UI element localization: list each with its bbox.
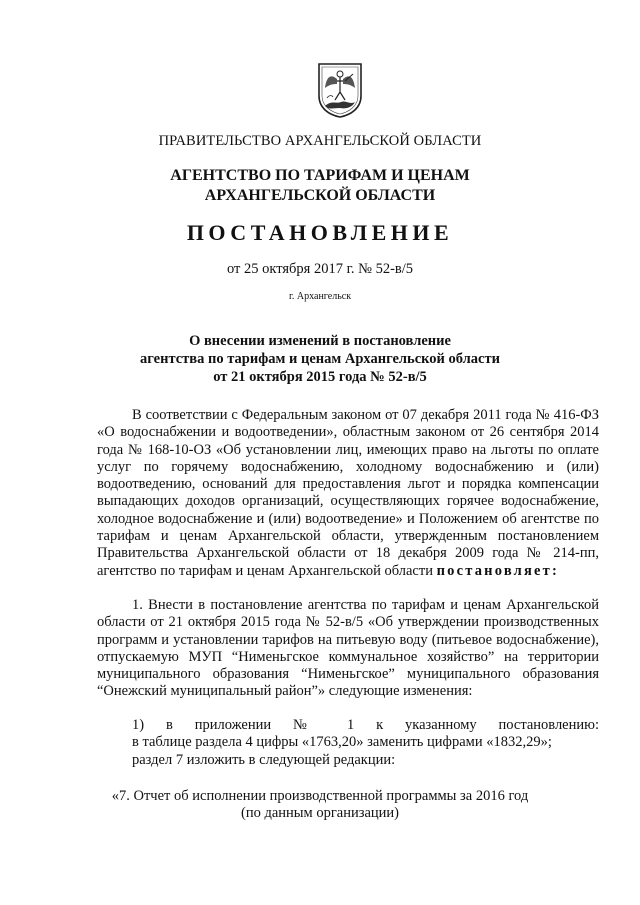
document-type-title: ПОСТАНОВЛЕНИЕ [186,220,454,245]
document-city: г. Архангельск [288,291,352,302]
preamble-text: В соответствии с Федеральным законом от 07 декабря 2011 года № 416-ФЗ «О водоснабжении и водоотведении», областным законом от 26 сентября 2014 года № 168-10-ОЗ «Об установлении лиц, имеющих право на льготы по оплате услуг по горячему водоснабжению, холодному водоснабжению и (или) водоотведению, оснований для предоставления льгот и порядка компенсации выпадающих доходов организаций, осуществляющих горячее водоснабжение, холодное водоснабжение и (или) водоотведение» и Положением об агентстве по тарифам и ценам Архангельской области, утвержденным постановлением Правительства Архангельской области от 18 декабря 2009 года № 214-пп, агентство по тарифам и ценам Архангельской области [97,407,599,579]
document-date-number: от 25 октября 2017 г. № 52-в/5 [226,261,414,277]
item1-paragraph [97,597,599,701]
report-heading-line2: (по данным организации) [240,805,399,822]
document-subject [0,332,640,386]
coat-of-arms-icon [317,62,363,118]
subject-line3: от 21 октября 2015 года № 52-в/5 [213,369,427,385]
government-name: ПРАВИТЕЛЬСТВО АРХАНГЕЛЬСКОЙ ОБЛАСТИ [158,133,482,149]
subitem1-block [132,717,599,769]
resolves-word: постановляет: [436,562,560,579]
subitem1-line1: 1) в приложении № 1 к указанному постановлению: [132,717,599,733]
agency-name-line1: АГЕНТСТВО ПО ТАРИФАМ И ЦЕНАМ [170,167,470,184]
agency-name-line2: АРХАНГЕЛЬСКОЙ ОБЛАСТИ [204,187,436,204]
subitem1-line3: раздел 7 изложить в следующей редакции: [132,751,396,768]
subject-line1: О внесении изменений в постановление [189,333,451,349]
subject-line2: агентства по тарифам и ценам Архангельской области [140,351,500,367]
report-heading [0,788,640,823]
subitem1-line2: в таблице раздела 4 цифры «1763,20» заменить цифрами «1832,29»; [132,734,552,751]
report-heading-line1: «7. Отчет об исполнении производственной программы за 2016 год [111,788,529,804]
agency-name [0,166,640,206]
preamble-paragraph [97,407,599,580]
item1-text: 1. Внести в постановление агентства по тарифам и ценам Архангельской области от 21 октября 2015 года № 52-в/5 «Об утверждении производственных программ и установлении тарифов на питьевую воду (питьевое водоснабжение), отпускаемую МУП “Нименьгское коммунальное хозяйство” на территории муниципального образования “Нименьгское” муниципального образования “Онежский муниципальный район”» следующие изменения: [97,597,599,700]
